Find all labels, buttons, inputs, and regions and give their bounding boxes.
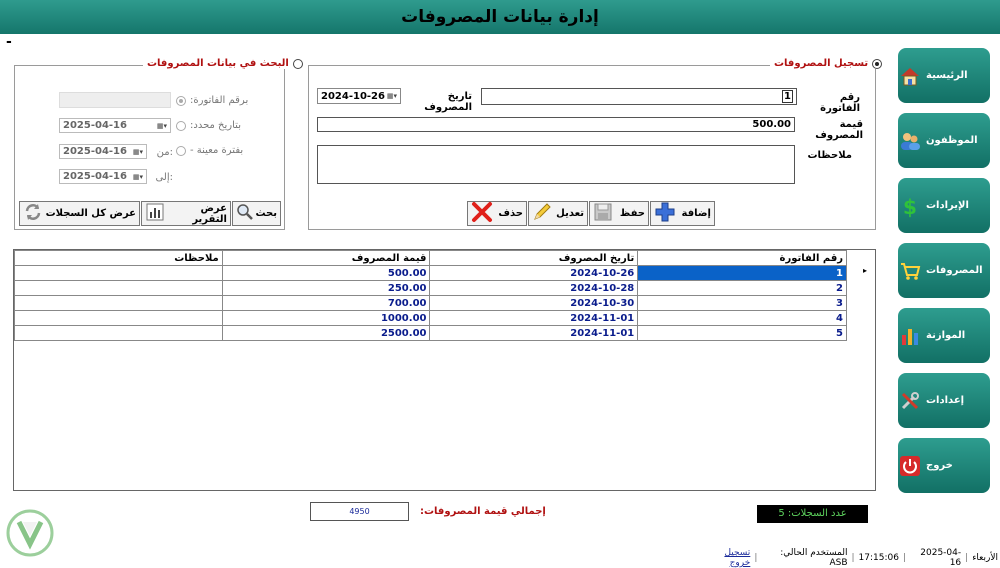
cell-amount[interactable]: 1000.00	[222, 311, 430, 326]
from-date-value: 2025-04-16	[63, 146, 127, 157]
show-all-records-button[interactable]	[19, 201, 140, 226]
search-by-date-option[interactable]	[176, 120, 256, 131]
col-notes[interactable]: ملاحظات	[15, 251, 223, 266]
cell-amount[interactable]: 700.00	[222, 296, 430, 311]
floppy-icon	[593, 202, 613, 225]
search-invoice-input[interactable]	[59, 92, 171, 108]
register-radio[interactable]	[872, 59, 882, 69]
invoice-label: رقم الفاتورة	[820, 92, 860, 114]
pencil-icon	[532, 202, 552, 225]
search-by-invoice-option[interactable]	[176, 95, 266, 106]
notes-textarea[interactable]	[317, 145, 795, 184]
col-amount[interactable]: قيمة المصروف	[222, 251, 430, 266]
save-button-label: حفظ	[619, 208, 645, 219]
cell-invoice[interactable]: 1	[638, 266, 847, 281]
date-label: تاريخ المصروف	[424, 91, 472, 113]
search-by-period-option[interactable]	[176, 145, 256, 156]
record-count: عدد السجلات: 5	[757, 505, 868, 523]
search-panel-title[interactable]	[143, 58, 307, 69]
bar-chart-icon	[898, 324, 922, 348]
table-row[interactable]	[15, 296, 847, 311]
magnifier-icon	[236, 203, 254, 224]
cell-date[interactable]: 2024-11-01	[430, 311, 638, 326]
notes-label: ملاحظات	[807, 150, 852, 161]
delete-button[interactable]	[467, 201, 527, 226]
expense-date-value: 2024-10-26	[321, 90, 385, 102]
report-chart-icon	[145, 202, 165, 225]
calendar-dropdown-icon: ▦▾	[386, 92, 397, 100]
calendar-dropdown-icon: ▦▾	[132, 172, 143, 181]
to-date-picker[interactable]	[59, 169, 147, 184]
nav-home-label: الرئيسية	[926, 70, 968, 81]
amount-value: 500.00	[752, 119, 791, 130]
nav-revenues-button[interactable]	[898, 178, 990, 233]
search-by-invoice-label: برقم الفاتورة:	[190, 95, 249, 106]
cell-invoice[interactable]: 3	[638, 296, 847, 311]
search-button[interactable]	[232, 201, 281, 226]
show-all-records-label: عرض كل السجلات	[45, 208, 136, 219]
nav-home-button[interactable]	[898, 48, 990, 103]
nav-revenues-label: الإيرادات	[926, 200, 969, 211]
cell-notes[interactable]	[15, 266, 223, 281]
nav-exit-label: خروج	[926, 460, 953, 471]
cell-date[interactable]: 2024-10-26	[430, 266, 638, 281]
cell-invoice[interactable]: 2	[638, 281, 847, 296]
search-date-picker[interactable]	[59, 118, 171, 133]
search-by-period-radio[interactable]	[176, 146, 186, 156]
total-expenses-label: إجمالي قيمة المصروفات:	[420, 506, 546, 517]
cell-notes[interactable]	[15, 296, 223, 311]
edit-button-label: تعديل	[556, 208, 584, 219]
cell-notes[interactable]	[15, 326, 223, 341]
search-radio[interactable]	[293, 59, 303, 69]
cell-amount[interactable]: 250.00	[222, 281, 430, 296]
register-title: تسجيل المصروفات	[774, 58, 869, 69]
cell-notes[interactable]	[15, 311, 223, 326]
total-expenses-value: 4950	[310, 502, 409, 521]
power-icon	[898, 454, 922, 478]
footer-day: الأربعاء	[972, 553, 998, 563]
tools-icon	[898, 389, 922, 413]
delete-button-label: حذف	[498, 208, 523, 219]
cell-amount[interactable]: 2500.00	[222, 326, 430, 341]
cell-date[interactable]: 2024-10-30	[430, 296, 638, 311]
search-by-date-label: بتاريخ محدد:	[190, 120, 241, 131]
status-footer: الأربعاء | 2025-04-16 | 17:15:06 | المستخدم الحالي: ASB | تسجيل خروج	[702, 548, 998, 568]
edit-button[interactable]	[528, 201, 588, 226]
invoice-value: 1	[784, 91, 791, 102]
cell-date[interactable]: 2024-11-01	[430, 326, 638, 341]
search-button-label: بحث	[255, 208, 277, 219]
footer-user: المستخدم الحالي: ASB	[780, 548, 848, 568]
calendar-dropdown-icon: ▦▾	[156, 121, 167, 130]
amount-input[interactable]	[317, 117, 795, 132]
expense-date-picker[interactable]	[317, 88, 401, 104]
brand-logo	[3, 508, 57, 558]
nav-exit-button[interactable]	[898, 438, 990, 493]
refresh-icon	[23, 202, 43, 225]
nav-expenses-label: المصروفات	[926, 265, 983, 276]
svg-text:$: $	[903, 194, 917, 219]
search-by-invoice-radio[interactable]	[176, 96, 186, 106]
nav-settings-button[interactable]	[898, 373, 990, 428]
table-row[interactable]	[15, 281, 847, 296]
amount-label: قيمة المصروف	[815, 119, 863, 141]
footer-date: 2025-04-16	[920, 548, 962, 568]
add-button[interactable]	[650, 201, 715, 226]
cell-date[interactable]: 2024-10-28	[430, 281, 638, 296]
from-date-picker[interactable]	[59, 144, 147, 159]
register-panel-title[interactable]	[770, 58, 886, 69]
to-date-value: 2025-04-16	[63, 171, 127, 182]
from-label: من:	[156, 147, 173, 158]
home-icon	[898, 64, 922, 88]
nav-budget-button[interactable]	[898, 308, 990, 363]
search-by-period-label: بفترة معينة -	[190, 145, 244, 156]
table-row[interactable]	[15, 311, 847, 326]
nav-employees-label: الموظفون	[926, 135, 978, 146]
row-selector-arrow-icon: ▸	[863, 266, 868, 275]
table-row[interactable]	[15, 326, 847, 341]
cell-notes[interactable]	[15, 281, 223, 296]
invoice-input[interactable]	[481, 88, 797, 105]
to-label: إلى:	[155, 172, 173, 183]
nav-settings-label: إعدادات	[926, 395, 965, 406]
search-by-date-radio[interactable]	[176, 121, 186, 131]
nav-budget-label: الموازنة	[926, 330, 966, 341]
top-dash: -	[6, 34, 12, 50]
footer-time: 17:15:06	[858, 553, 899, 563]
cell-invoice[interactable]: 5	[638, 326, 847, 341]
show-report-label: عرض التقرير	[192, 202, 227, 225]
table-row[interactable]	[15, 266, 847, 281]
add-button-label: إضافة	[681, 208, 711, 219]
logout-link[interactable]: تسجيل خروج	[724, 548, 751, 568]
red-x-icon	[471, 201, 493, 226]
save-button[interactable]	[589, 201, 649, 226]
window-title: إدارة بيانات المصروفات	[0, 0, 1000, 34]
col-date[interactable]: تاريخ المصروف	[430, 251, 638, 266]
cell-invoice[interactable]: 4	[638, 311, 847, 326]
cart-icon	[898, 259, 922, 283]
dollar-icon	[898, 194, 922, 218]
nav-employees-button[interactable]	[898, 113, 990, 168]
expenses-grid[interactable]	[13, 249, 876, 491]
search-title: البحث في بيانات المصروفات	[147, 58, 289, 69]
plus-icon	[654, 201, 676, 226]
col-invoice[interactable]: رقم الفاتورة	[638, 251, 847, 266]
calendar-dropdown-icon: ▦▾	[132, 147, 143, 156]
nav-expenses-button[interactable]	[898, 243, 990, 298]
cell-amount[interactable]: 500.00	[222, 266, 430, 281]
users-icon	[898, 129, 922, 153]
search-date-value: 2025-04-16	[63, 120, 127, 131]
show-report-button[interactable]	[141, 201, 231, 226]
